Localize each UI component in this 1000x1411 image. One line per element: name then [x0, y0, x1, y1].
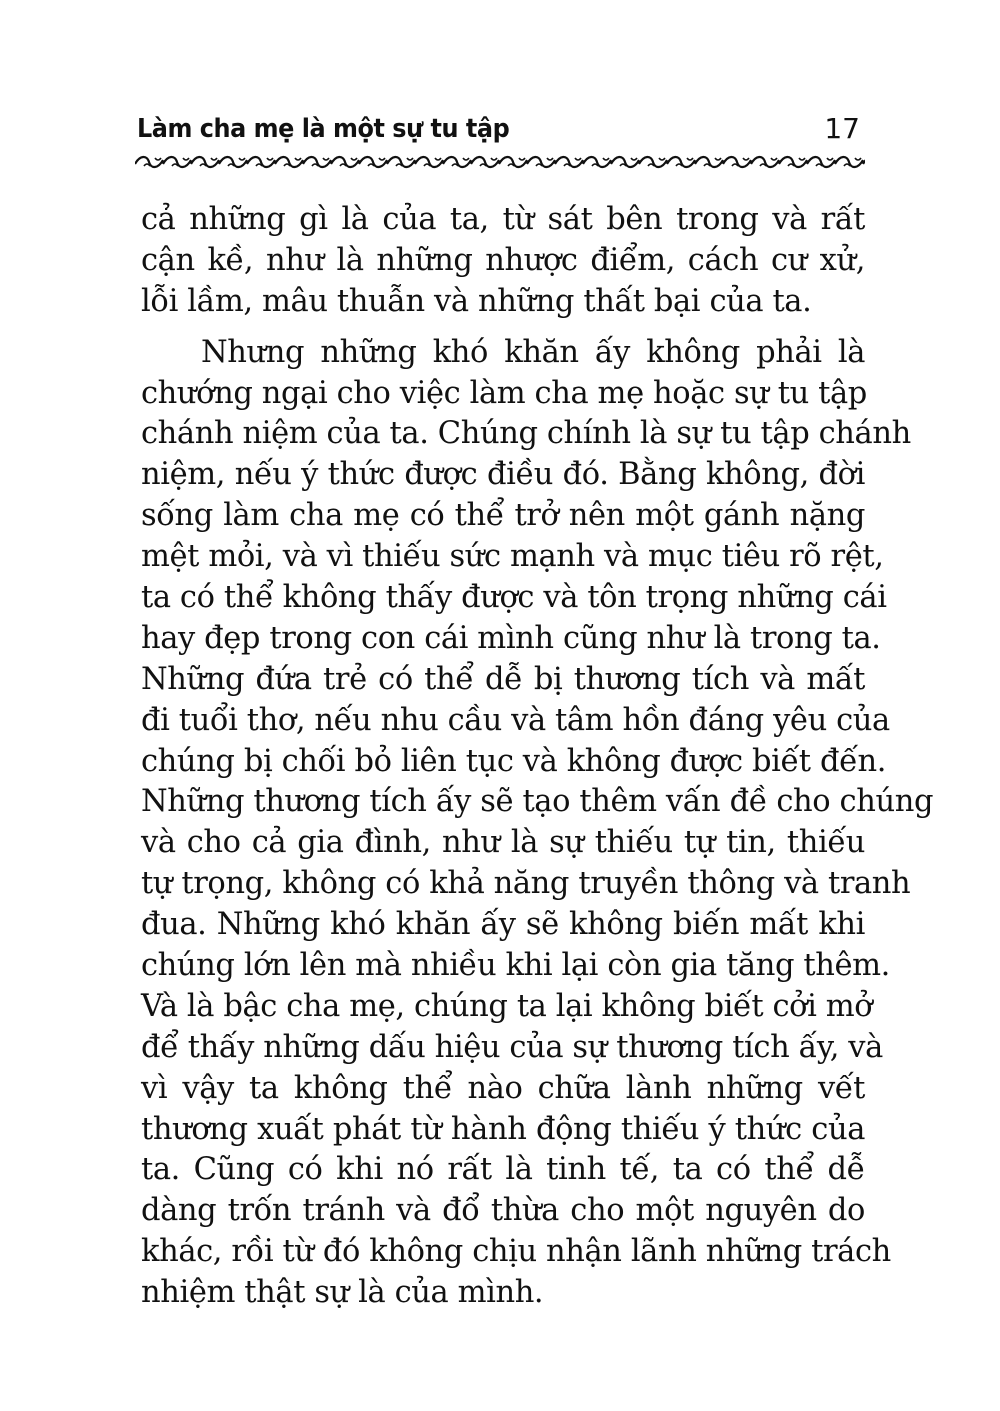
text-line: thương xuất phát từ hành động thiếu ý thức của: [141, 1111, 865, 1147]
text-line: ta. Cũng có khi nó rất là tinh tế, ta có thể dễ: [141, 1152, 865, 1188]
text-line: mệt mỏi, và vì thiếu sức mạnh và mục tiêu rõ rệt,: [141, 539, 884, 575]
page-header: [137, 108, 862, 152]
text-line: hay đẹp trong con cái mình cũng như là trong ta.: [141, 620, 881, 656]
text-line: Những đứa trẻ có thể dễ bị thương tích và mất: [141, 661, 865, 697]
text-line: lỗi lầm, mâu thuẫn và những thất bại của ta.: [141, 283, 812, 319]
body-text: [141, 200, 934, 1314]
text-line: đua. Những khó khăn ấy sẽ không biến mất khi: [141, 907, 865, 943]
text-line: vì vậy ta không thể nào chữa lành những vết: [141, 1070, 865, 1106]
text-line: Những thương tích ấy sẽ tạo thêm vấn đề cho chúng: [141, 784, 934, 820]
text-line: để thấy những dấu hiệu của sự thương tích ấy, và: [141, 1029, 883, 1065]
text-line: Nhưng những khó khăn ấy không phải là: [201, 334, 865, 370]
header-ornament-divider: [135, 152, 865, 172]
text-line: tự trọng, không có khả năng truyền thông và tranh: [141, 866, 911, 902]
text-line: chúng lớn lên mà nhiều khi lại còn gia tăng thêm.: [141, 948, 890, 984]
text-line: khác, rồi từ đó không chịu nhận lãnh những trách: [141, 1234, 891, 1270]
text-line: cận kề, như là những nhược điểm, cách cư xử,: [141, 242, 865, 278]
text-line: dàng trốn tránh và đổ thừa cho một nguyên do: [141, 1193, 865, 1229]
page-number: 17: [824, 112, 860, 145]
text-line: sống làm cha mẹ có thể trở nên một gánh nặng: [141, 498, 865, 534]
text-line: và cho cả gia đình, như là sự thiếu tự tin, thiếu: [141, 825, 865, 861]
text-line: chướng ngại cho việc làm cha mẹ hoặc sự tu tập: [141, 375, 867, 411]
text-line: niệm, nếu ý thức được điều đó. Bằng không, đời: [141, 457, 865, 493]
text-line: Và là bậc cha mẹ, chúng ta lại không biết cởi mở: [141, 988, 873, 1024]
paragraph-1: [141, 200, 865, 323]
paragraph-2: [141, 333, 934, 1314]
text-line: ta có thể không thấy được và tôn trọng những cái: [141, 580, 887, 616]
text-line: chánh niệm của ta. Chúng chính là sự tu tập chánh: [141, 416, 911, 452]
text-line: chúng bị chối bỏ liên tục và không được biết đến.: [141, 743, 886, 779]
running-title: Làm cha mẹ là một sự tu tập: [137, 114, 510, 144]
text-line: cả những gì là của ta, từ sát bên trong và rất: [141, 202, 865, 237]
text-line: đi tuổi thơ, nếu nhu cầu và tâm hồn đáng yêu của: [141, 702, 890, 738]
text-line: nhiệm thật sự là của mình.: [141, 1275, 544, 1311]
